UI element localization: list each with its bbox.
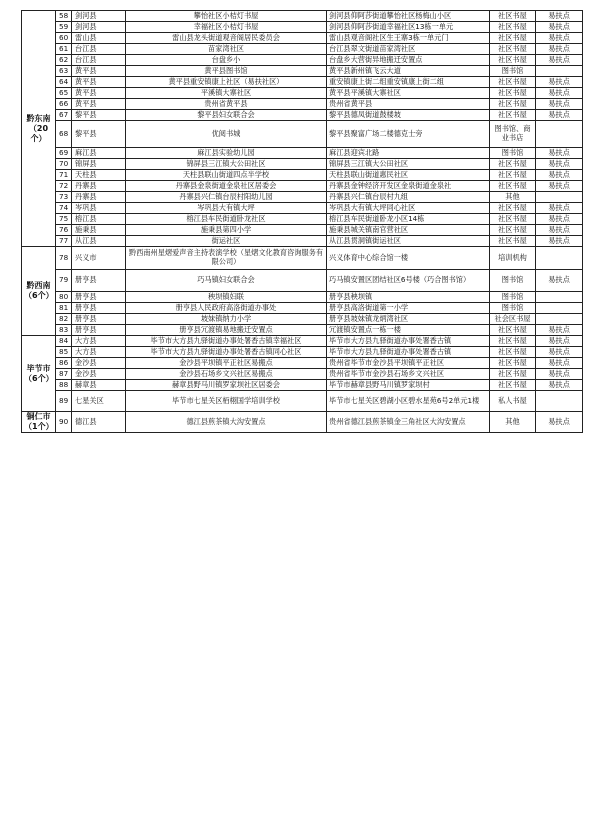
mark-cell: 易扶点	[536, 236, 583, 247]
mark-cell: 易扶点	[536, 159, 583, 170]
county-cell: 黄平县	[72, 88, 126, 99]
table-row	[22, 44, 583, 55]
county-cell: 金沙县	[72, 369, 126, 380]
mark-cell: 易扶点	[536, 55, 583, 66]
table-row	[22, 358, 583, 369]
index-cell: 85	[56, 347, 72, 358]
type-cell: 社区书屋	[490, 369, 536, 380]
table-row	[22, 369, 583, 380]
region-cell: 毕节市 （6个）	[22, 336, 56, 412]
table-row	[22, 88, 583, 99]
table-row	[22, 303, 583, 314]
county-cell: 兴义市	[72, 247, 126, 270]
table-row	[22, 225, 583, 236]
index-cell: 66	[56, 99, 72, 110]
type-cell: 培训机构	[490, 247, 536, 270]
name-cell: 台盘乡小	[126, 55, 327, 66]
index-cell: 75	[56, 214, 72, 225]
mark-cell: 易扶点	[536, 412, 583, 433]
name-cell: 巧马镇妇女联合会	[126, 270, 327, 292]
table-row	[22, 236, 583, 247]
name-cell: 金沙县石场乡文兴社区易搬点	[126, 369, 327, 380]
table-row	[22, 77, 583, 88]
table-row	[22, 391, 583, 412]
type-cell: 社区书屋	[490, 88, 536, 99]
type-cell: 私人书屋	[490, 391, 536, 412]
type-cell: 图书馆	[490, 303, 536, 314]
county-cell: 册亨县	[72, 292, 126, 303]
type-cell: 社区书屋	[490, 77, 536, 88]
county-cell: 黄平县	[72, 66, 126, 77]
table-row	[22, 347, 583, 358]
name-cell: 幸福社区小桔灯书屋	[126, 22, 327, 33]
index-cell: 86	[56, 358, 72, 369]
table-row	[22, 33, 583, 44]
index-cell: 77	[56, 236, 72, 247]
address-cell: 施秉县城关镇南官营社区	[327, 225, 490, 236]
mark-cell	[536, 314, 583, 325]
table-row	[22, 192, 583, 203]
name-cell: 赫章县野马川镇罗家坝社区居委会	[126, 380, 327, 391]
address-cell: 毕节市大方县九驿街道办事处署香古镇	[327, 347, 490, 358]
mark-cell: 易扶点	[536, 170, 583, 181]
type-cell: 图书馆	[490, 270, 536, 292]
type-cell: 社区书屋	[490, 336, 536, 347]
name-cell: 天柱县联山街道四点半学校	[126, 170, 327, 181]
county-cell: 台江县	[72, 55, 126, 66]
index-cell: 83	[56, 325, 72, 336]
county-cell: 七星关区	[72, 391, 126, 412]
address-cell: 贵州省德江县煎茶镇金三角社区大沟安置点	[327, 412, 490, 433]
table-row	[22, 247, 583, 270]
index-cell: 80	[56, 292, 72, 303]
index-cell: 73	[56, 192, 72, 203]
name-cell: 秧坝镇妇联	[126, 292, 327, 303]
name-cell: 毕节市大方县九驿街道办事处署香古镇幸福社区	[126, 336, 327, 347]
mark-cell	[536, 192, 583, 203]
region-cell: 黔东南 （20个）	[22, 11, 56, 247]
address-cell: 毕节市大方县九驿街道办事处署香古镇	[327, 336, 490, 347]
table-row	[22, 292, 583, 303]
index-cell: 71	[56, 170, 72, 181]
table-row	[22, 203, 583, 214]
mark-cell	[536, 391, 583, 412]
address-cell: 重安镇康上街二组重安镇康上街二组	[327, 77, 490, 88]
address-cell: 台盘乡大营街异地搬迁安置点	[327, 55, 490, 66]
address-cell: 岑巩县大有镇大坪同心社区	[327, 203, 490, 214]
name-cell: 坡妹镇纳力小学	[126, 314, 327, 325]
index-cell: 67	[56, 110, 72, 121]
address-cell: 丹寨县兴仁镇台辰村九组	[327, 192, 490, 203]
mark-cell	[536, 121, 583, 148]
table-row	[22, 380, 583, 391]
mark-cell: 易扶点	[536, 110, 583, 121]
county-cell: 黄平县	[72, 99, 126, 110]
mark-cell: 易扶点	[536, 336, 583, 347]
index-cell: 81	[56, 303, 72, 314]
name-cell: 毕节市大方县九驿街道办事处署香古镇同心社区	[126, 347, 327, 358]
mark-cell: 易扶点	[536, 44, 583, 55]
index-cell: 58	[56, 11, 72, 22]
index-cell: 87	[56, 369, 72, 380]
county-cell: 剑河县	[72, 22, 126, 33]
index-cell: 72	[56, 181, 72, 192]
mark-cell	[536, 303, 583, 314]
name-cell: 麻江县实验幼儿园	[126, 148, 327, 159]
county-cell: 大方县	[72, 336, 126, 347]
index-cell: 79	[56, 270, 72, 292]
name-cell: 锦屏县三江镇大公田社区	[126, 159, 327, 170]
address-cell: 天柱县联山街道惠民社区	[327, 170, 490, 181]
county-cell: 册亨县	[72, 314, 126, 325]
mark-cell: 易扶点	[536, 181, 583, 192]
address-cell: 册亨县高洛街道第一小学	[327, 303, 490, 314]
address-cell: 麻江县迎宾北路	[327, 148, 490, 159]
table-row	[22, 22, 583, 33]
county-cell: 从江县	[72, 236, 126, 247]
mark-cell	[536, 247, 583, 270]
mark-cell: 易扶点	[536, 325, 583, 336]
name-cell: 黄平县图书馆	[126, 66, 327, 77]
mark-cell: 易扶点	[536, 88, 583, 99]
table-row	[22, 99, 583, 110]
address-cell: 黄平县新州镇飞云大道	[327, 66, 490, 77]
type-cell: 社区书屋	[490, 22, 536, 33]
index-cell: 64	[56, 77, 72, 88]
mark-cell: 易扶点	[536, 99, 583, 110]
county-cell: 黄平县	[72, 77, 126, 88]
index-cell: 76	[56, 225, 72, 236]
name-cell: 册亨县冗渡镇易地搬迁安置点	[126, 325, 327, 336]
table-row	[22, 214, 583, 225]
type-cell: 社区书屋	[490, 181, 536, 192]
mark-cell: 易扶点	[536, 347, 583, 358]
type-cell: 社区书屋	[490, 358, 536, 369]
library-list-table	[21, 10, 583, 433]
mark-cell	[536, 66, 583, 77]
table-row	[22, 66, 583, 77]
address-cell: 剑河县仰阿莎街道攀怡社区杨梅山小区	[327, 11, 490, 22]
type-cell: 社区书屋	[490, 347, 536, 358]
address-cell: 锦屏县三江镇大公田社区	[327, 159, 490, 170]
address-cell: 贵州省毕节市金沙县平坝镇平正社区	[327, 358, 490, 369]
name-cell: 苗家湾社区	[126, 44, 327, 55]
county-cell: 榕江县	[72, 214, 126, 225]
county-cell: 大方县	[72, 347, 126, 358]
type-cell: 社区书屋	[490, 55, 536, 66]
name-cell: 施秉县第四小学	[126, 225, 327, 236]
table-row	[22, 270, 583, 292]
county-cell: 丹寨县	[72, 181, 126, 192]
address-cell: 毕节市七星关区碧湖小区碧水星苑6号2单元1楼	[327, 391, 490, 412]
type-cell: 社区书屋	[490, 203, 536, 214]
county-cell: 雷山县	[72, 33, 126, 44]
index-cell: 90	[56, 412, 72, 433]
address-cell: 册亨县秧坝镇	[327, 292, 490, 303]
mark-cell	[536, 292, 583, 303]
address-cell: 从江县贯洞镇街运社区	[327, 236, 490, 247]
index-cell: 70	[56, 159, 72, 170]
index-cell: 68	[56, 121, 72, 148]
county-cell: 天柱县	[72, 170, 126, 181]
address-cell: 榕江县车民街道卧龙小区14栋	[327, 214, 490, 225]
type-cell: 社区书屋	[490, 33, 536, 44]
type-cell: 图书馆	[490, 148, 536, 159]
county-cell: 册亨县	[72, 303, 126, 314]
address-cell: 黎平县聚富广场二楼德克士旁	[327, 121, 490, 148]
mark-cell: 易扶点	[536, 148, 583, 159]
name-cell: 岑巩县大有镇大坪	[126, 203, 327, 214]
name-cell: 贵州省黄平县	[126, 99, 327, 110]
type-cell: 其他	[490, 412, 536, 433]
region-cell: 黔西南 （6个）	[22, 247, 56, 336]
address-cell: 兴义体育中心综合馆一楼	[327, 247, 490, 270]
mark-cell: 易扶点	[536, 369, 583, 380]
index-cell: 59	[56, 22, 72, 33]
address-cell: 黄平县平溪镇大寨社区	[327, 88, 490, 99]
county-cell: 黎平县	[72, 110, 126, 121]
index-cell: 78	[56, 247, 72, 270]
type-cell: 社区书屋	[490, 380, 536, 391]
name-cell: 毕节市七星关区栢栩国学培训学校	[126, 391, 327, 412]
address-cell: 贵州省毕节市金沙县石场乡文兴社区	[327, 369, 490, 380]
mark-cell: 易扶点	[536, 225, 583, 236]
index-cell: 65	[56, 88, 72, 99]
mark-cell: 易扶点	[536, 22, 583, 33]
mark-cell: 易扶点	[536, 11, 583, 22]
county-cell: 德江县	[72, 412, 126, 433]
table-row	[22, 412, 583, 433]
table-row	[22, 181, 583, 192]
name-cell: 黔西南州星熠爱声音主持表演学校（星熠文化教育咨询服务有限公司）	[126, 247, 327, 270]
name-cell: 榕江县车民街道卧龙社区	[126, 214, 327, 225]
address-cell: 台江县翠文街道苗家湾社区	[327, 44, 490, 55]
index-cell: 60	[56, 33, 72, 44]
address-cell: 丹寨县金钟经济开发区金泉街道金泉社	[327, 181, 490, 192]
index-cell: 84	[56, 336, 72, 347]
county-cell: 剑河县	[72, 11, 126, 22]
table-row	[22, 314, 583, 325]
type-cell: 社区书屋	[490, 170, 536, 181]
county-cell: 册亨县	[72, 270, 126, 292]
county-cell: 册亨县	[72, 325, 126, 336]
type-cell: 社区书屋	[490, 236, 536, 247]
name-cell: 黄平县重安镇康上社区（易扶社区）	[126, 77, 327, 88]
type-cell: 图书馆、商业书店	[490, 121, 536, 148]
county-cell: 台江县	[72, 44, 126, 55]
mark-cell: 易扶点	[536, 270, 583, 292]
type-cell: 社区书屋	[490, 214, 536, 225]
name-cell: 攀怡社区小桔灯书屋	[126, 11, 327, 22]
table-body	[22, 11, 583, 433]
name-cell: 优阅书城	[126, 121, 327, 148]
address-cell: 雷山县观音阁社区生王寨3栋一单元门	[327, 33, 490, 44]
county-cell: 黎平县	[72, 121, 126, 148]
name-cell: 街运社区	[126, 236, 327, 247]
index-cell: 89	[56, 391, 72, 412]
table-row	[22, 121, 583, 148]
table-row	[22, 325, 583, 336]
index-cell: 69	[56, 148, 72, 159]
table-row	[22, 55, 583, 66]
county-cell: 麻江县	[72, 148, 126, 159]
address-cell: 剑河县仰阿莎街道幸福社区13栋一单元	[327, 22, 490, 33]
county-cell: 丹寨县	[72, 192, 126, 203]
type-cell: 社区书屋	[490, 159, 536, 170]
address-cell: 贵州省黄平县	[327, 99, 490, 110]
table-row	[22, 336, 583, 347]
type-cell: 社区书屋	[490, 325, 536, 336]
index-cell: 61	[56, 44, 72, 55]
region-cell: 铜仁市 （1个）	[22, 412, 56, 433]
table-row	[22, 11, 583, 22]
type-cell: 图书馆	[490, 66, 536, 77]
mark-cell: 易扶点	[536, 380, 583, 391]
index-cell: 74	[56, 203, 72, 214]
index-cell: 63	[56, 66, 72, 77]
mark-cell: 易扶点	[536, 33, 583, 44]
type-cell: 社区书屋	[490, 225, 536, 236]
type-cell: 社区书屋	[490, 44, 536, 55]
county-cell: 金沙县	[72, 358, 126, 369]
address-cell: 冗渡镇安置点一栋一楼	[327, 325, 490, 336]
type-cell: 社区书屋	[490, 11, 536, 22]
address-cell: 黎平县德凤街道鼓楼坡	[327, 110, 490, 121]
name-cell: 丹寨县金泉街道金泉社区居委会	[126, 181, 327, 192]
address-cell: 巧马镇安置区团结社区6号楼（巧合图书馆）	[327, 270, 490, 292]
address-cell: 毕节市赫章县野马川镇罗家坝村	[327, 380, 490, 391]
mark-cell: 易扶点	[536, 214, 583, 225]
county-cell: 施秉县	[72, 225, 126, 236]
table-row	[22, 110, 583, 121]
table-row	[22, 159, 583, 170]
name-cell: 丹寨县兴仁镇台辰村阳幼儿园	[126, 192, 327, 203]
type-cell: 社区书屋	[490, 110, 536, 121]
table-row	[22, 148, 583, 159]
mark-cell: 易扶点	[536, 358, 583, 369]
county-cell: 赫章县	[72, 380, 126, 391]
mark-cell: 易扶点	[536, 203, 583, 214]
name-cell: 黎平县妇女联合会	[126, 110, 327, 121]
address-cell: 册亨县坡妹镇龙炳湾社区	[327, 314, 490, 325]
table-row	[22, 170, 583, 181]
name-cell: 雷山县龙头街道观音阁居民委员会	[126, 33, 327, 44]
mark-cell: 易扶点	[536, 77, 583, 88]
index-cell: 88	[56, 380, 72, 391]
county-cell: 锦屏县	[72, 159, 126, 170]
name-cell: 册亨县人民政府高洛街道办事处	[126, 303, 327, 314]
name-cell: 平溪镇大寨社区	[126, 88, 327, 99]
type-cell: 社区书屋	[490, 99, 536, 110]
name-cell: 德江县煎茶镇大沟安置点	[126, 412, 327, 433]
type-cell: 其他	[490, 192, 536, 203]
type-cell: 社会区书屋	[490, 314, 536, 325]
index-cell: 82	[56, 314, 72, 325]
county-cell: 岑巩县	[72, 203, 126, 214]
name-cell: 金沙县平坝镇平正社区易搬点	[126, 358, 327, 369]
type-cell: 图书馆	[490, 292, 536, 303]
index-cell: 62	[56, 55, 72, 66]
